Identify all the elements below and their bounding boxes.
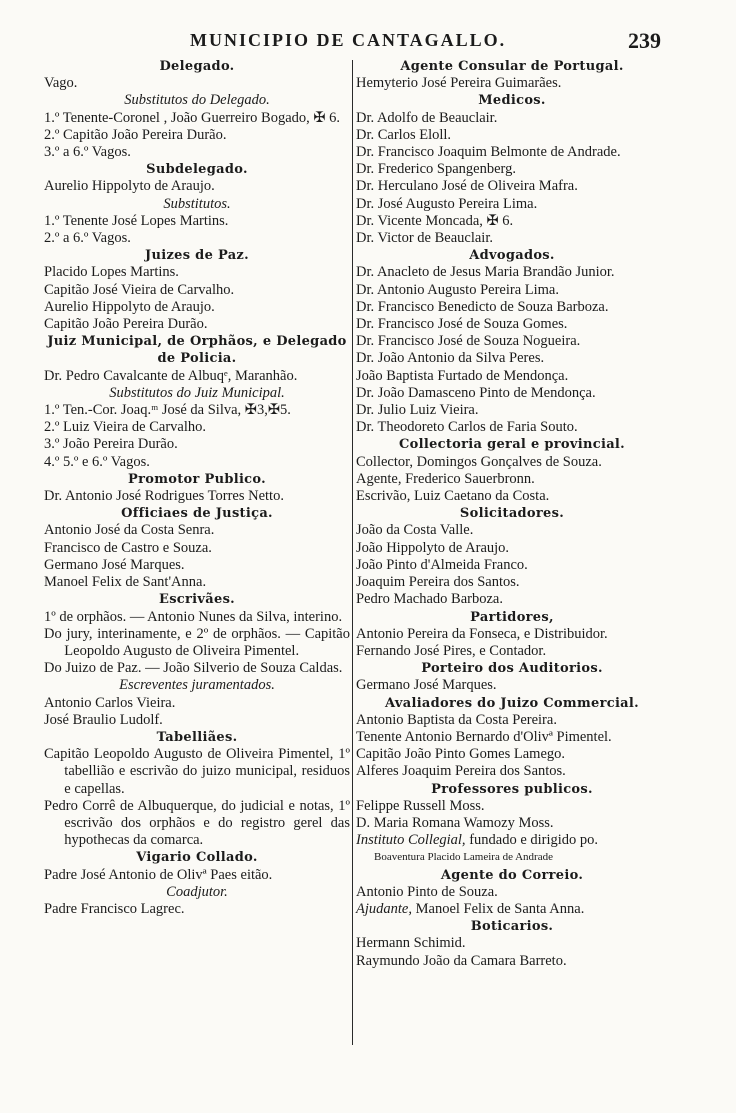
entry: Tenente Antonio Bernardo d'Olivª Pimentel. (356, 728, 612, 745)
entry: Capitão José Vieira de Carvalho. (44, 281, 235, 298)
entry: Dr. Victor de Beauclair. (356, 230, 493, 247)
section-heading: Partidores, (470, 609, 554, 625)
entry: Dr. Francisco José de Souza Nogueira. (356, 333, 581, 350)
entry: Capitão João Pereira Durão. (44, 316, 208, 333)
entry: Dr. Anacleto de Jesus Maria Brandão Junior. (356, 264, 615, 281)
entry: Vago. (44, 75, 78, 92)
section-heading: Solicitadores. (459, 506, 565, 522)
entry: Antonio José da Costa Senra. (44, 522, 215, 539)
entry: Pedro Corrê de Albuquerque, do judicial e notas, 1º escrivão dos orphãos e do registro gerel das hypothecas da comarca. (44, 797, 350, 849)
entry: Aurelio Hippolyto de Araujo. (44, 298, 215, 315)
entry: Dr. Theodoreto Carlos de Faria Souto. (356, 419, 578, 436)
entry: Dr. Adolfo de Beauclair. (356, 109, 498, 126)
entry: Dr. Frederico Spangenberg. (356, 161, 516, 178)
entry: Antonio Pinto de Souza. (356, 883, 498, 900)
entry: Hermann Schimid. (356, 935, 466, 952)
section-heading: Collectoria geral e provincial. (399, 437, 625, 453)
left-column (44, 58, 350, 918)
entry (356, 832, 668, 849)
section-heading: Boticarios. (470, 919, 554, 935)
section-heading: Escrivães. (158, 592, 236, 608)
entry: Manoel Felix de Sant'Anna. (44, 574, 207, 591)
entry: Dr. João Antonio da Silva Peres. (356, 350, 545, 367)
entry: Dr. Francisco Joaquim Belmonte de Andrade. (356, 144, 621, 161)
entry: Escrivão, Luiz Caetano da Costa. (356, 488, 550, 505)
subheading: Coadjutor. (166, 883, 228, 900)
entry: Germano José Marques. (356, 677, 497, 694)
entry: Joaquim Pereira dos Santos. (356, 574, 520, 591)
section-heading: Juiz Municipal, de Orphãos, e Delegado de Policia. (47, 334, 347, 367)
entry: Padre José Antonio de Olivª Paes eitão. (44, 866, 273, 883)
entry: Francisco de Castro e Souza. (44, 539, 212, 556)
entry: Dr. Francisco Benedicto de Souza Barboza. (356, 298, 609, 315)
entry-italic-lead: Instituto Collegial, (356, 832, 466, 849)
entry: Fernando José Pires, e Contador. (356, 642, 547, 659)
entry: Collector, Domingos Gonçalves de Souza. (356, 453, 602, 470)
entry-text: Manoel Felix de Santa Anna. (411, 900, 585, 917)
entry: João Hippolyto de Araujo. (356, 539, 510, 556)
entry: Raymundo João da Camara Barreto. (356, 952, 567, 969)
section-heading: Porteiro dos Auditorios. (421, 661, 603, 677)
entry: Do Juizo de Paz. — João Silverio de Souza Caldas. (44, 660, 343, 677)
subheading: Substitutos do Delegado. (124, 92, 270, 109)
subheading: Substitutos do Juiz Municipal. (109, 384, 285, 401)
entry: 1.º Ten.-Cor. Joaq.ᵐ José da Silva, ✠3,✠5. (44, 402, 291, 419)
entry: Dr. Pedro Cavalcante de Albuqᵉ, Maranhão. (44, 367, 298, 384)
page-number: 239 (628, 28, 661, 53)
section-heading: Officiaes de Justiça. (121, 506, 273, 522)
entry: 2.º Capitão João Pereira Durão. (44, 126, 227, 143)
entry: Placido Lopes Martins. (44, 264, 179, 281)
entry: Antonio Carlos Vieira. (44, 694, 176, 711)
entry: D. Maria Romana Wamozy Moss. (356, 814, 554, 831)
entry: Dr. João Damasceno Pinto de Mendonça. (356, 384, 596, 401)
entry: Do jury, interinamente, e 2º de orphãos. — Capitão Leopoldo Augusto de Oliveira Pimentel. (44, 625, 350, 659)
entry: Dr. Antonio José Rodrigues Torres Netto. (44, 488, 284, 505)
entry (356, 901, 668, 918)
page-header-title: MUNICIPIO DE CANTAGALLO. (190, 30, 507, 50)
entry: 1.º Tenente-Coronel , João Guerreiro Bogado, ✠ 6. (44, 109, 341, 126)
entry: Dr. José Augusto Pereira Lima. (356, 195, 538, 212)
entry: Hemyterio José Pereira Guimarães. (356, 75, 562, 92)
entry: Dr. Francisco José de Souza Gomes. (356, 316, 568, 333)
section-heading: Juizes de Paz. (145, 248, 249, 264)
section-heading: Advogados. (469, 248, 555, 264)
entry: Aurelio Hippolyto de Araujo. (44, 178, 215, 195)
entry: Dr. Julio Luiz Vieira. (356, 402, 479, 419)
entry: José Braulio Ludolf. (44, 711, 163, 728)
entry: Antonio Baptista da Costa Pereira. (356, 711, 557, 728)
entry: Dr. Carlos Eloll. (356, 126, 452, 143)
subheading: Substitutos. (163, 195, 231, 212)
section-heading: Vigario Collado. (136, 850, 258, 866)
section-heading: Agente Consular de Portugal. (400, 59, 624, 74)
entry: João Pinto d'Almeida Franco. (356, 556, 528, 573)
subheading: Escreventes juramentados. (119, 677, 275, 694)
entry: Antonio Pereira da Fonseca, e Distribuidor. (356, 625, 608, 642)
entry-italic-lead: Ajudante, (356, 900, 412, 917)
entry: Dr. Herculano José de Oliveira Mafra. (356, 178, 578, 195)
entry: Capitão Leopoldo Augusto de Oliveira Pimentel, 1º tabellião e escrivão do juizo municipal, residuos e capellas. (44, 746, 350, 797)
entry: Alferes Joaquim Pereira dos Santos. (356, 763, 566, 780)
section-heading: Promotor Publico. (128, 471, 266, 487)
section-heading: Agente do Correio. (440, 867, 584, 883)
entry: 2.º a 6.º Vagos. (44, 230, 131, 247)
entry: João da Costa Valle. (356, 522, 474, 539)
entry: João Baptista Furtado de Mendonça. (356, 367, 569, 384)
right-column (356, 58, 668, 970)
entry: Padre Francisco Lagrec. (44, 900, 185, 917)
entry: Dr. Vicente Moncada, ✠ 6. (356, 212, 514, 229)
entry: 3.º João Pereira Durão. (44, 436, 178, 453)
entry: 1.º Tenente José Lopes Martins. (44, 212, 229, 229)
column-divider (352, 60, 353, 1045)
section-heading: Tabelliães. (156, 729, 238, 745)
section-heading: Subdelegado. (146, 162, 248, 178)
entry: Felippe Russell Moss. (356, 797, 485, 814)
section-heading: Delegado. (159, 59, 235, 74)
entry: Pedro Machado Barboza. (356, 591, 503, 608)
entry: Boaventura Placido Lameira de Andrade (374, 851, 553, 864)
section-heading: Avaliadores do Juizo Commercial. (385, 695, 639, 711)
entry-text: fundado e dirigido po. (465, 832, 599, 849)
entry: 4.º 5.º e 6.º Vagos. (44, 453, 150, 470)
section-heading: Professores publicos. (431, 781, 593, 797)
section-heading: Medicos. (478, 93, 546, 109)
entry: 1º de orphãos. — Antonio Nunes da Silva, interino. (44, 608, 343, 625)
entry: 3.º a 6.º Vagos. (44, 144, 131, 161)
entry: Germano José Marques. (44, 556, 185, 573)
entry: Agente, Frederico Sauerbronn. (356, 470, 535, 487)
entry: 2.º Luiz Vieira de Carvalho. (44, 419, 206, 436)
entry: Capitão João Pinto Gomes Lamego. (356, 746, 566, 763)
entry: Dr. Antonio Augusto Pereira Lima. (356, 281, 559, 298)
